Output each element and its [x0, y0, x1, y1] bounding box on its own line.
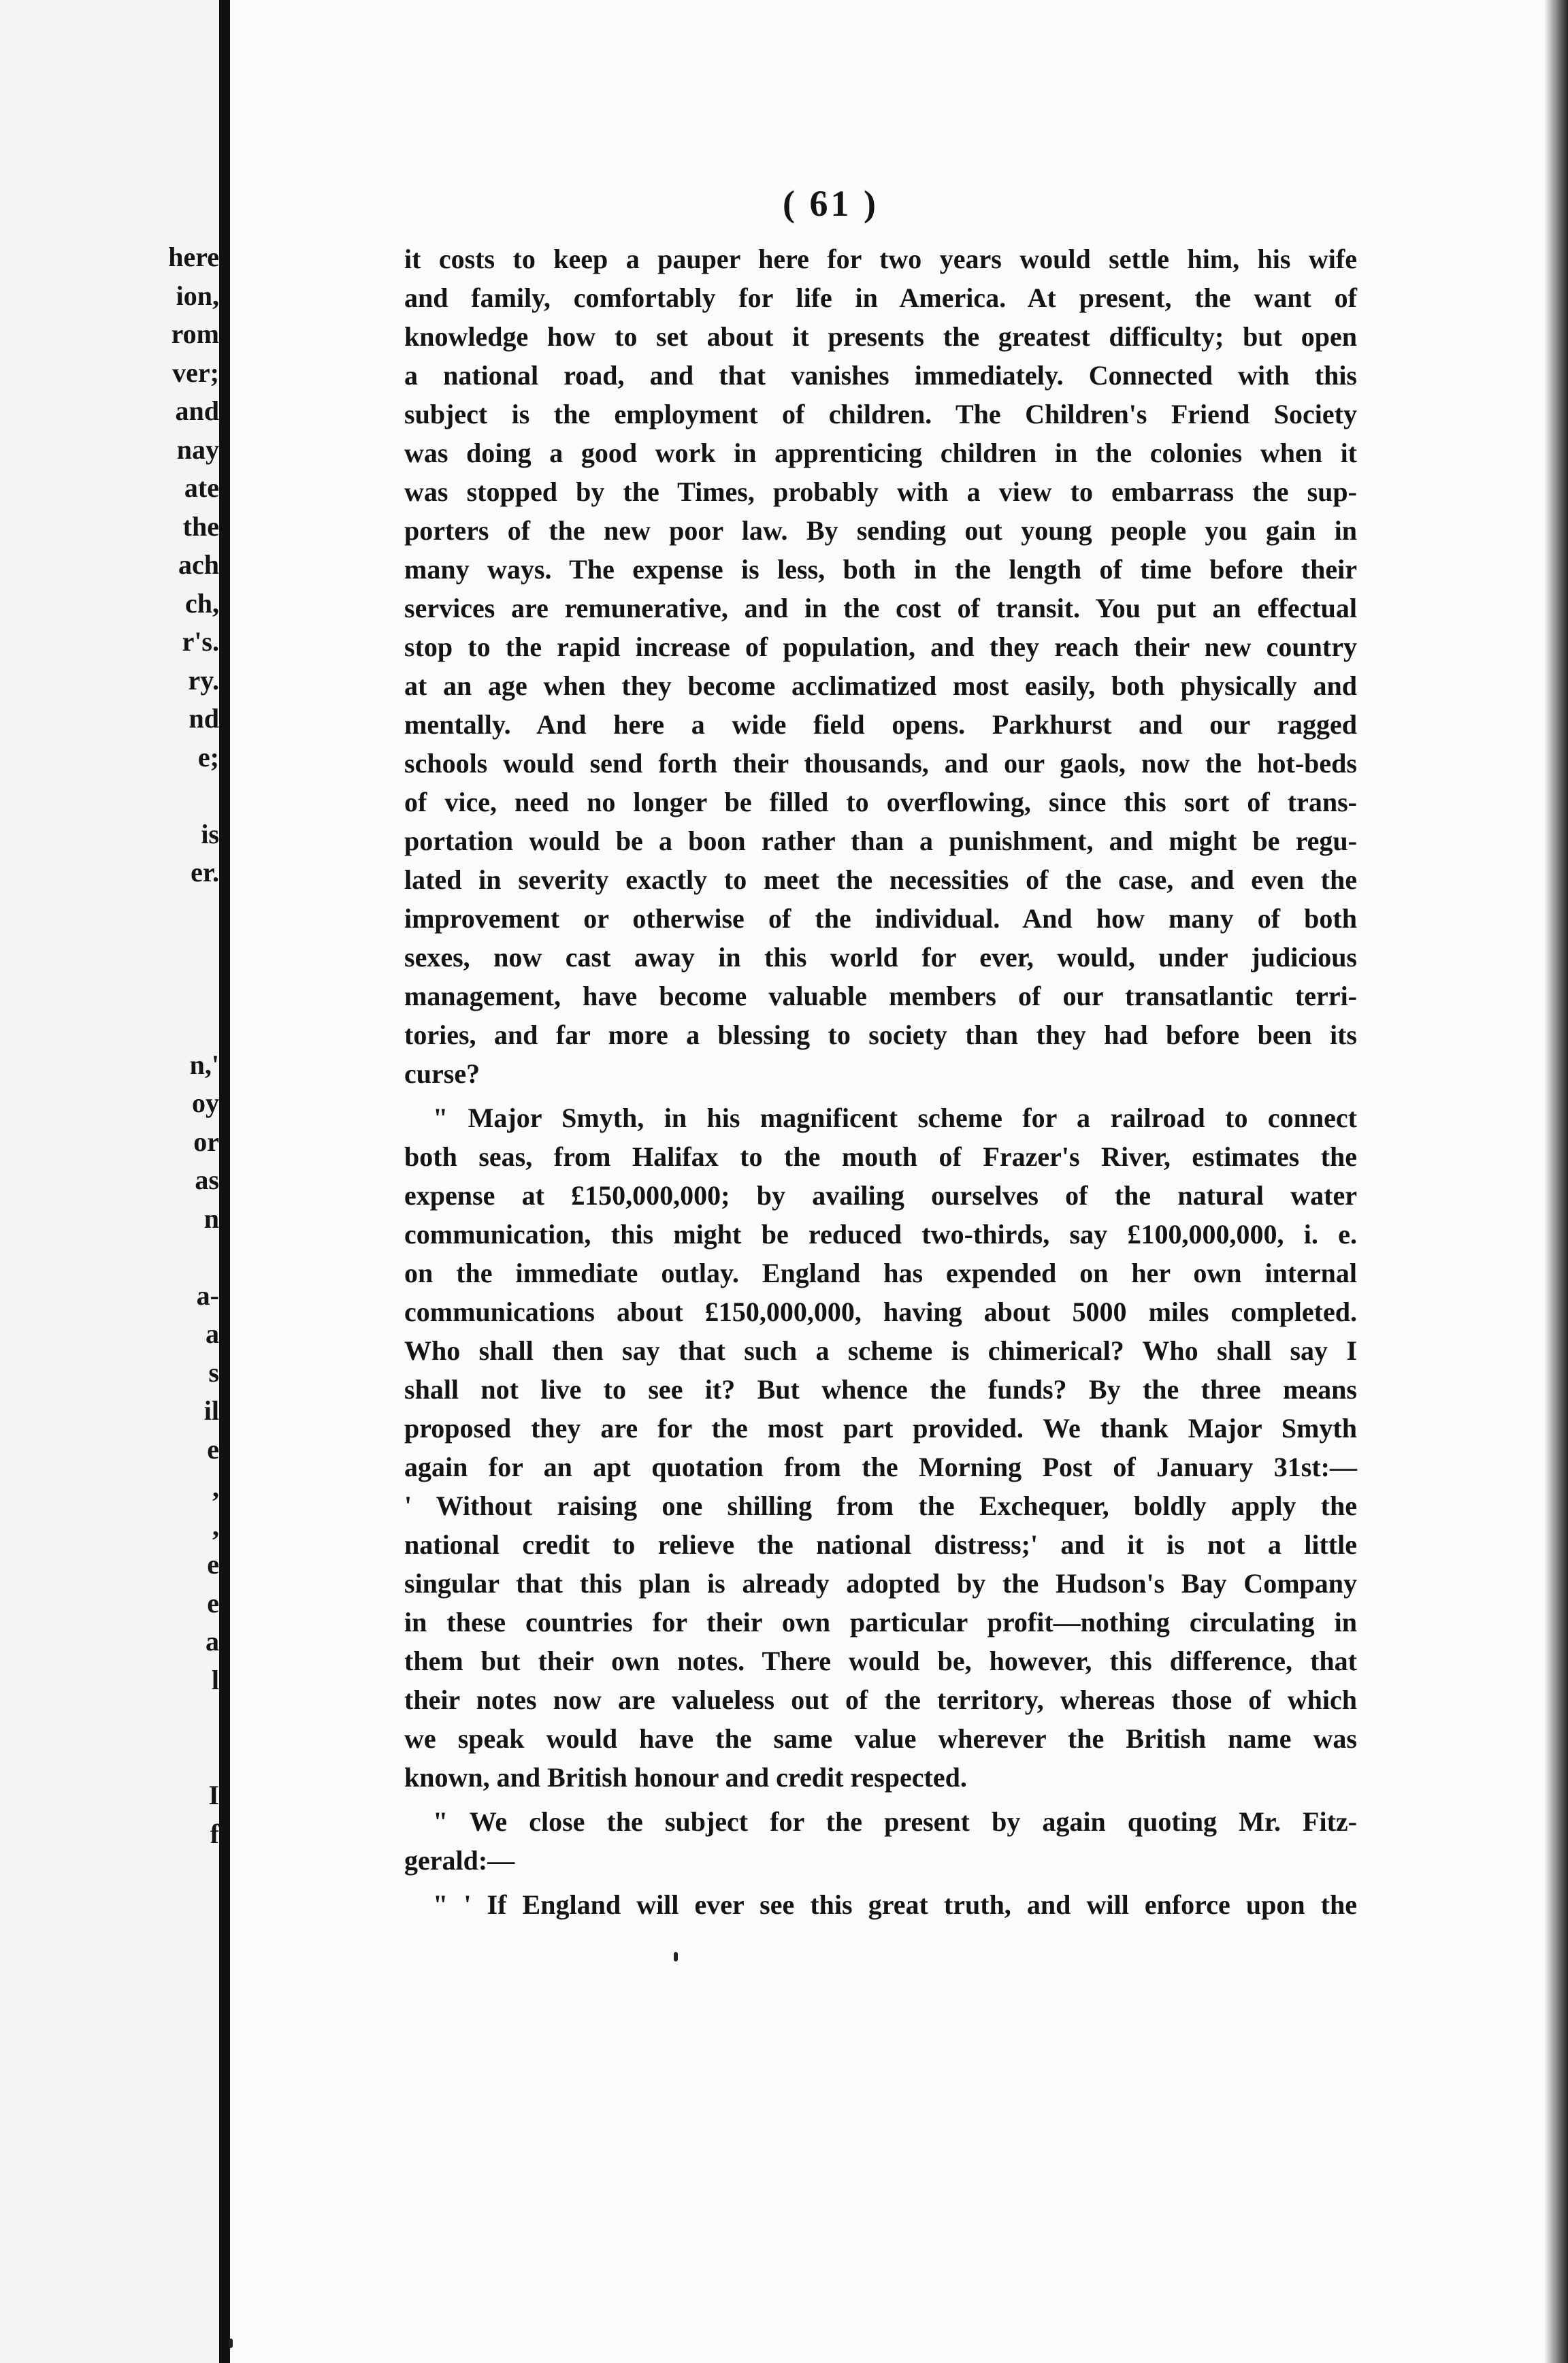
text-line: lated in severity exactly to meet the necessities of the case, and even the	[404, 864, 1357, 895]
text-line: shall not live to see it? But whence the funds? By the three means	[404, 1374, 1357, 1405]
text-line: again for an apt quotation from the Morning Post of January 31st:—	[404, 1452, 1357, 1482]
previous-page-fragment: is	[201, 818, 219, 849]
text-line: " We close the subject for the present by again quoting Mr. Fitz-	[433, 1806, 1357, 1837]
paper-speck	[674, 1952, 678, 1961]
previous-page-fragment: nd	[189, 703, 219, 734]
previous-page-fragments	[137, 238, 219, 1853]
previous-page-fragment: as	[195, 1164, 219, 1195]
book-spine-shadow	[219, 0, 230, 2363]
text-line: sexes, now cast away in this world for ever, would, under judicious	[404, 942, 1357, 973]
previous-page-fragment: the	[182, 510, 219, 542]
previous-page-fragment	[137, 1699, 219, 1738]
page-edge-shadow	[1544, 0, 1568, 2363]
previous-page-fragment: ach	[178, 549, 219, 580]
text-line: of vice, need no longer be filled to overflowing, since this sort of trans-	[404, 787, 1357, 817]
previous-page-fragment: ver;	[172, 357, 219, 388]
text-line: a national road, and that vanishes immediately. Connected with this	[404, 360, 1357, 391]
text-line: it costs to keep a pauper here for two years would settle him, his wife	[404, 244, 1357, 274]
previous-page-fragment: here	[168, 242, 219, 272]
text-line: proposed they are for the most part provided. We thank Major Smyth	[404, 1413, 1357, 1444]
text-line: tories, and far more a blessing to society than they had before been its	[404, 1020, 1357, 1050]
previous-page-fragment	[137, 930, 219, 969]
previous-page-fragment	[137, 777, 219, 815]
previous-page-fragment: s	[208, 1356, 219, 1388]
previous-page-fragment: a	[206, 1318, 219, 1349]
previous-page-fragment: n	[203, 1203, 219, 1234]
text-line: known, and British honour and credit respected.	[404, 1762, 967, 1793]
previous-page-fragment: ion,	[176, 280, 219, 311]
text-line: ' Without raising one shilling from the Exchequer, boldly apply the	[404, 1490, 1357, 1521]
previous-page-fragment: oy	[192, 1088, 219, 1118]
previous-page-fragment	[137, 969, 219, 1008]
previous-page-fragment: r's.	[182, 626, 219, 657]
text-line: services are remunerative, and in the cost of transit. You put an effectual	[404, 593, 1357, 623]
previous-page-fragment: ch,	[185, 587, 219, 619]
text-line: mentally. And here a wide field opens. Parkhurst and our ragged	[404, 709, 1357, 740]
text-line: communication, this might be reduced two-thirds, say £100,000,000, i. e.	[404, 1219, 1357, 1250]
previous-page-fragment: e	[207, 1433, 219, 1465]
text-line: national credit to relieve the national distress;' and it is not a little	[404, 1529, 1357, 1560]
previous-page-edge	[0, 0, 219, 2363]
text-line: many ways. The expense is less, both in the length of time before their	[404, 554, 1357, 585]
text-line: stop to the rapid increase of population, and they reach their new country	[404, 632, 1357, 662]
text-line: Who shall then say that such a scheme is chimerical? Who shall say I	[404, 1335, 1357, 1366]
text-line: at an age when they become acclimatized most easily, both physically and	[404, 670, 1357, 701]
text-line: was doing a good work in apprenticing children in the colonies when it	[404, 438, 1357, 468]
text-line: " Major Smyth, in his magnificent scheme for a railroad to connect	[433, 1103, 1357, 1133]
previous-page-fragment: ate	[184, 472, 219, 503]
page-number: ( 61 )	[783, 183, 879, 224]
text-line: was stopped by the Times, probably with a view to embarrass the sup-	[404, 476, 1357, 507]
previous-page-fragment: a	[206, 1626, 219, 1657]
previous-page-fragment: and	[175, 395, 219, 426]
text-line: both seas, from Halifax to the mouth of Frazer's River, estimates the	[404, 1141, 1357, 1172]
text-line: on the immediate outlay. England has expended on her own internal	[404, 1258, 1357, 1288]
previous-page-fragment: nay	[176, 434, 219, 465]
paper-speck	[229, 2338, 233, 2348]
text-line: schools would send forth their thousands, and our gaols, now the hot-beds	[404, 748, 1357, 779]
text-line: singular that this plan is already adopted by the Hudson's Bay Company	[404, 1568, 1357, 1599]
previous-page-fragment: ry.	[188, 664, 219, 696]
text-line: " ' If England will ever see this great truth, and will enforce upon the	[433, 1889, 1357, 1920]
text-line: gerald:—	[404, 1845, 515, 1876]
text-line: subject is the employment of children. The Children's Friend Society	[404, 399, 1357, 429]
text-line: in these countries for their own particular profit—nothing circulating in	[404, 1607, 1357, 1637]
text-line: porters of the new poor law. By sending out young people you gain in	[404, 515, 1357, 546]
text-line: them but their own notes. There would be, however, this difference, that	[404, 1646, 1357, 1676]
previous-page-fragment: n,'	[189, 1049, 219, 1080]
text-line: expense at £150,000,000; by availing ourselves of the natural water	[404, 1180, 1357, 1211]
previous-page-fragment: f	[210, 1818, 219, 1849]
previous-page-fragment: l	[211, 1664, 219, 1695]
text-line: improvement or otherwise of the individual. And how many of both	[404, 903, 1357, 934]
previous-page-fragment	[137, 1238, 219, 1277]
text-line: curse?	[404, 1058, 480, 1089]
previous-page-fragment	[137, 1007, 219, 1046]
previous-page-fragment	[137, 1738, 219, 1777]
text-line: management, have become valuable members of our transatlantic terri-	[404, 981, 1357, 1011]
text-line: knowledge how to set about it presents the greatest difficulty; but open	[404, 321, 1357, 352]
body-text	[404, 240, 1357, 1924]
previous-page-fragment: ,	[212, 1472, 219, 1503]
text-line: and family, comfortably for life in America. At present, the want of	[404, 282, 1357, 313]
text-line: portation would be a boon rather than a punishment, and might be regu-	[404, 826, 1357, 856]
previous-page-fragment: er.	[191, 857, 219, 887]
previous-page-fragment: or	[193, 1126, 219, 1157]
text-line: communications about £150,000,000, having about 5000 miles completed.	[404, 1297, 1357, 1327]
previous-page-fragment	[137, 892, 219, 931]
previous-page-fragment: e	[207, 1549, 219, 1580]
text-line: we speak would have the same value wherever the British name was	[404, 1723, 1357, 1754]
previous-page-fragment: e;	[197, 741, 219, 772]
previous-page-fragment: il	[203, 1395, 219, 1426]
previous-page-fragment: I	[208, 1780, 219, 1810]
previous-page-fragment: ,	[212, 1510, 219, 1542]
previous-page-fragment: a-	[196, 1280, 219, 1311]
previous-page-fragment: rom	[171, 319, 219, 349]
text-line: their notes now are valueless out of the territory, whereas those of which	[404, 1684, 1357, 1715]
previous-page-fragment: e	[207, 1587, 219, 1618]
